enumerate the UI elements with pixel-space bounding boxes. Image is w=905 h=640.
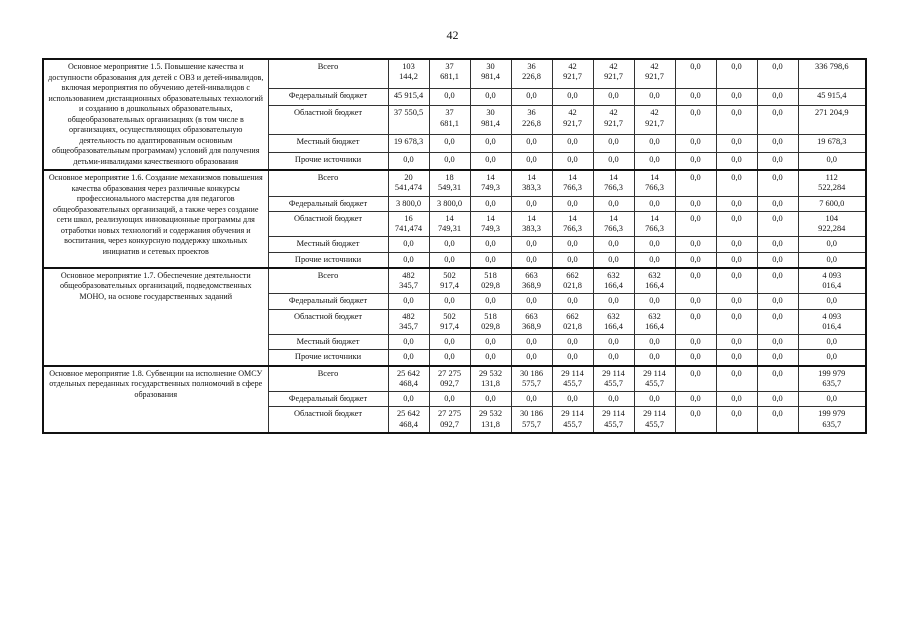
value-cell: 0,0 bbox=[675, 294, 716, 309]
value-cell: 0,0 bbox=[429, 335, 470, 350]
value-cell: 0,0 bbox=[675, 59, 716, 89]
value-cell: 0,0 bbox=[388, 252, 429, 268]
activity-description: Основное мероприятие 1.8. Субвенции на исполнение ОМСУ отдельных переданных государственных полномочий в сфере образования bbox=[43, 366, 268, 433]
value-cell: 518 029,8 bbox=[470, 309, 511, 335]
value-cell: 16 741,474 bbox=[388, 211, 429, 237]
value-cell: 103 144,2 bbox=[388, 59, 429, 89]
value-cell: 0,0 bbox=[429, 350, 470, 366]
value-cell: 0,0 bbox=[634, 196, 675, 211]
value-cell: 14 766,3 bbox=[634, 170, 675, 196]
value-cell: 0,0 bbox=[593, 152, 634, 170]
page-number: 42 bbox=[446, 28, 459, 42]
value-cell: 0,0 bbox=[675, 135, 716, 152]
funding-source: Областной бюджет bbox=[268, 106, 388, 135]
total-cell: 0,0 bbox=[798, 350, 866, 366]
total-cell: 0,0 bbox=[798, 152, 866, 170]
value-cell: 0,0 bbox=[552, 335, 593, 350]
value-cell: 0,0 bbox=[757, 309, 798, 335]
funding-source: Местный бюджет bbox=[268, 335, 388, 350]
value-cell: 0,0 bbox=[511, 89, 552, 106]
value-cell: 0,0 bbox=[634, 335, 675, 350]
value-cell: 30 981,4 bbox=[470, 106, 511, 135]
value-cell: 0,0 bbox=[716, 252, 757, 268]
value-cell: 0,0 bbox=[552, 350, 593, 366]
value-cell: 502 917,4 bbox=[429, 268, 470, 294]
value-cell: 0,0 bbox=[716, 392, 757, 407]
value-cell: 0,0 bbox=[593, 392, 634, 407]
total-cell: 0,0 bbox=[798, 252, 866, 268]
value-cell: 0,0 bbox=[470, 335, 511, 350]
value-cell: 0,0 bbox=[593, 135, 634, 152]
value-cell: 0,0 bbox=[634, 237, 675, 252]
total-cell: 4 093 016,4 bbox=[798, 268, 866, 294]
total-cell: 4 093 016,4 bbox=[798, 309, 866, 335]
value-cell: 0,0 bbox=[388, 294, 429, 309]
value-cell: 0,0 bbox=[675, 268, 716, 294]
funding-source: Всего bbox=[268, 170, 388, 196]
value-cell: 0,0 bbox=[716, 268, 757, 294]
value-cell: 30 981,4 bbox=[470, 59, 511, 89]
funding-source: Федеральный бюджет bbox=[268, 89, 388, 106]
value-cell: 37 681,1 bbox=[429, 59, 470, 89]
value-cell: 482 345,7 bbox=[388, 309, 429, 335]
value-cell: 30 186 575,7 bbox=[511, 366, 552, 392]
activity-group bbox=[43, 59, 866, 170]
value-cell: 662 021,8 bbox=[552, 268, 593, 294]
value-cell: 0,0 bbox=[757, 366, 798, 392]
value-cell: 0,0 bbox=[552, 196, 593, 211]
value-cell: 29 114 455,7 bbox=[634, 407, 675, 433]
value-cell: 0,0 bbox=[716, 135, 757, 152]
value-cell: 0,0 bbox=[675, 309, 716, 335]
value-cell: 0,0 bbox=[757, 59, 798, 89]
funding-source: Федеральный бюджет bbox=[268, 294, 388, 309]
value-cell: 14 749,31 bbox=[429, 211, 470, 237]
funding-source: Всего bbox=[268, 59, 388, 89]
value-cell: 632 166,4 bbox=[634, 268, 675, 294]
total-cell: 19 678,3 bbox=[798, 135, 866, 152]
value-cell: 36 226,8 bbox=[511, 106, 552, 135]
value-cell: 0,0 bbox=[716, 211, 757, 237]
value-cell: 0,0 bbox=[429, 252, 470, 268]
value-cell: 0,0 bbox=[470, 252, 511, 268]
value-cell: 0,0 bbox=[470, 350, 511, 366]
value-cell: 42 921,7 bbox=[634, 59, 675, 89]
value-cell: 18 549,31 bbox=[429, 170, 470, 196]
activity-description: Основное мероприятие 1.5. Повышение качества и доступности образования для детей с ОВЗ и детей-инвалидов, включая мероприятия по обучению детей-инвалидов с использованием дистанционных образовательных технологий и созданию в дошкольных образовательных, общеобразовательных организациях (в том числе в организациях, осуществляющих образовательную деятельность по адаптированным основным общеобразовательным программам) условий для получения детьми-инвалидами качественного образования bbox=[43, 59, 268, 170]
value-cell: 0,0 bbox=[716, 196, 757, 211]
value-cell: 3 800,0 bbox=[429, 196, 470, 211]
funding-source: Всего bbox=[268, 366, 388, 392]
funding-source: Федеральный бюджет bbox=[268, 196, 388, 211]
funding-source: Федеральный бюджет bbox=[268, 392, 388, 407]
value-cell: 0,0 bbox=[716, 366, 757, 392]
value-cell: 0,0 bbox=[511, 237, 552, 252]
value-cell: 0,0 bbox=[429, 294, 470, 309]
value-cell: 0,0 bbox=[634, 294, 675, 309]
value-cell: 0,0 bbox=[511, 392, 552, 407]
total-cell: 7 600,0 bbox=[798, 196, 866, 211]
value-cell: 0,0 bbox=[757, 170, 798, 196]
value-cell: 0,0 bbox=[757, 392, 798, 407]
value-cell: 14 383,3 bbox=[511, 211, 552, 237]
value-cell: 0,0 bbox=[757, 335, 798, 350]
activity-group bbox=[43, 170, 866, 268]
activity-group bbox=[43, 268, 866, 366]
value-cell: 0,0 bbox=[757, 268, 798, 294]
value-cell: 0,0 bbox=[675, 392, 716, 407]
value-cell: 0,0 bbox=[716, 59, 757, 89]
value-cell: 3 800,0 bbox=[388, 196, 429, 211]
funding-source: Областной бюджет bbox=[268, 407, 388, 433]
value-cell: 0,0 bbox=[716, 309, 757, 335]
value-cell: 482 345,7 bbox=[388, 268, 429, 294]
value-cell: 0,0 bbox=[552, 252, 593, 268]
value-cell: 0,0 bbox=[552, 152, 593, 170]
funding-source: Областной бюджет bbox=[268, 309, 388, 335]
total-cell: 0,0 bbox=[798, 294, 866, 309]
value-cell: 14 749,3 bbox=[470, 211, 511, 237]
value-cell: 30 186 575,7 bbox=[511, 407, 552, 433]
value-cell: 0,0 bbox=[634, 392, 675, 407]
value-cell: 0,0 bbox=[675, 152, 716, 170]
value-cell: 14 766,3 bbox=[593, 170, 634, 196]
value-cell: 662 021,8 bbox=[552, 309, 593, 335]
value-cell: 0,0 bbox=[470, 392, 511, 407]
value-cell: 0,0 bbox=[552, 237, 593, 252]
value-cell: 0,0 bbox=[388, 350, 429, 366]
value-cell: 0,0 bbox=[511, 135, 552, 152]
value-cell: 0,0 bbox=[716, 294, 757, 309]
value-cell: 0,0 bbox=[429, 135, 470, 152]
value-cell: 0,0 bbox=[675, 106, 716, 135]
value-cell: 0,0 bbox=[552, 135, 593, 152]
total-cell: 104 922,284 bbox=[798, 211, 866, 237]
value-cell: 0,0 bbox=[511, 252, 552, 268]
funding-source: Всего bbox=[268, 268, 388, 294]
value-cell: 0,0 bbox=[675, 407, 716, 433]
value-cell: 29 114 455,7 bbox=[552, 407, 593, 433]
table-row bbox=[43, 170, 866, 196]
value-cell: 36 226,8 bbox=[511, 59, 552, 89]
value-cell: 14 766,3 bbox=[552, 211, 593, 237]
value-cell: 29 532 131,8 bbox=[470, 407, 511, 433]
funding-source: Областной бюджет bbox=[268, 211, 388, 237]
value-cell: 19 678,3 bbox=[388, 135, 429, 152]
value-cell: 0,0 bbox=[675, 366, 716, 392]
value-cell: 0,0 bbox=[388, 237, 429, 252]
value-cell: 42 921,7 bbox=[634, 106, 675, 135]
value-cell: 0,0 bbox=[593, 196, 634, 211]
value-cell: 0,0 bbox=[511, 350, 552, 366]
activity-description: Основное мероприятие 1.7. Обеспечение деятельности общеобразовательных организаций, подведомственных МОНО, на основе государственных заданий bbox=[43, 268, 268, 366]
value-cell: 0,0 bbox=[675, 211, 716, 237]
value-cell: 29 532 131,8 bbox=[470, 366, 511, 392]
total-cell: 112 522,284 bbox=[798, 170, 866, 196]
value-cell: 0,0 bbox=[511, 152, 552, 170]
value-cell: 14 766,3 bbox=[593, 211, 634, 237]
total-cell: 45 915,4 bbox=[798, 89, 866, 106]
value-cell: 42 921,7 bbox=[593, 59, 634, 89]
value-cell: 663 368,9 bbox=[511, 268, 552, 294]
value-cell: 0,0 bbox=[593, 252, 634, 268]
value-cell: 45 915,4 bbox=[388, 89, 429, 106]
value-cell: 0,0 bbox=[511, 196, 552, 211]
table-row bbox=[43, 59, 866, 89]
table-row bbox=[43, 268, 866, 294]
value-cell: 0,0 bbox=[634, 252, 675, 268]
value-cell: 0,0 bbox=[429, 392, 470, 407]
funding-source: Местный бюджет bbox=[268, 135, 388, 152]
value-cell: 0,0 bbox=[757, 237, 798, 252]
value-cell: 0,0 bbox=[470, 89, 511, 106]
value-cell: 0,0 bbox=[716, 237, 757, 252]
table-row bbox=[43, 366, 866, 392]
value-cell: 0,0 bbox=[511, 335, 552, 350]
value-cell: 0,0 bbox=[552, 392, 593, 407]
value-cell: 29 114 455,7 bbox=[593, 407, 634, 433]
value-cell: 0,0 bbox=[675, 252, 716, 268]
value-cell: 29 114 455,7 bbox=[634, 366, 675, 392]
value-cell: 518 029,8 bbox=[470, 268, 511, 294]
value-cell: 0,0 bbox=[716, 170, 757, 196]
value-cell: 0,0 bbox=[593, 237, 634, 252]
activity-group bbox=[43, 366, 866, 433]
total-cell: 0,0 bbox=[798, 335, 866, 350]
value-cell: 0,0 bbox=[675, 350, 716, 366]
total-cell: 336 798,6 bbox=[798, 59, 866, 89]
value-cell: 0,0 bbox=[716, 335, 757, 350]
value-cell: 0,0 bbox=[634, 152, 675, 170]
value-cell: 0,0 bbox=[716, 89, 757, 106]
total-cell: 0,0 bbox=[798, 392, 866, 407]
value-cell: 42 921,7 bbox=[552, 106, 593, 135]
value-cell: 0,0 bbox=[470, 237, 511, 252]
value-cell: 0,0 bbox=[757, 196, 798, 211]
value-cell: 0,0 bbox=[757, 135, 798, 152]
value-cell: 0,0 bbox=[757, 294, 798, 309]
total-cell: 199 979 635,7 bbox=[798, 407, 866, 433]
value-cell: 0,0 bbox=[675, 335, 716, 350]
value-cell: 632 166,4 bbox=[593, 309, 634, 335]
value-cell: 27 275 092,7 bbox=[429, 366, 470, 392]
value-cell: 14 383,3 bbox=[511, 170, 552, 196]
value-cell: 0,0 bbox=[388, 152, 429, 170]
value-cell: 0,0 bbox=[593, 89, 634, 106]
value-cell: 14 766,3 bbox=[634, 211, 675, 237]
value-cell: 27 275 092,7 bbox=[429, 407, 470, 433]
budget-table bbox=[42, 58, 867, 434]
value-cell: 0,0 bbox=[757, 89, 798, 106]
value-cell: 0,0 bbox=[757, 350, 798, 366]
value-cell: 0,0 bbox=[470, 135, 511, 152]
value-cell: 0,0 bbox=[675, 170, 716, 196]
value-cell: 502 917,4 bbox=[429, 309, 470, 335]
value-cell: 0,0 bbox=[470, 196, 511, 211]
value-cell: 37 681,1 bbox=[429, 106, 470, 135]
value-cell: 632 166,4 bbox=[634, 309, 675, 335]
value-cell: 0,0 bbox=[634, 135, 675, 152]
value-cell: 37 550,5 bbox=[388, 106, 429, 135]
value-cell: 14 766,3 bbox=[552, 170, 593, 196]
value-cell: 0,0 bbox=[552, 294, 593, 309]
value-cell: 0,0 bbox=[429, 152, 470, 170]
value-cell: 0,0 bbox=[716, 407, 757, 433]
value-cell: 0,0 bbox=[757, 252, 798, 268]
value-cell: 25 642 468,4 bbox=[388, 366, 429, 392]
value-cell: 0,0 bbox=[388, 392, 429, 407]
total-cell: 0,0 bbox=[798, 237, 866, 252]
value-cell: 0,0 bbox=[429, 237, 470, 252]
value-cell: 0,0 bbox=[675, 196, 716, 211]
value-cell: 0,0 bbox=[716, 106, 757, 135]
total-cell: 271 204,9 bbox=[798, 106, 866, 135]
value-cell: 0,0 bbox=[388, 335, 429, 350]
value-cell: 0,0 bbox=[675, 89, 716, 106]
value-cell: 20 541,474 bbox=[388, 170, 429, 196]
value-cell: 0,0 bbox=[429, 89, 470, 106]
activity-description: Основное мероприятие 1.6. Создание механизмов повышения качества образования через различные конкурсы профессионального мастерства для педагогов общеобразовательных организаций, а также через создание сети школ, реализующих инновационные программы для отработки новых технологий и содержания обучения и воспитания, через конкурсную поддержку школьных инициатив и сетевых проектов bbox=[43, 170, 268, 268]
value-cell: 0,0 bbox=[757, 152, 798, 170]
value-cell: 0,0 bbox=[593, 294, 634, 309]
value-cell: 29 114 455,7 bbox=[552, 366, 593, 392]
value-cell: 0,0 bbox=[757, 407, 798, 433]
value-cell: 42 921,7 bbox=[552, 59, 593, 89]
value-cell: 0,0 bbox=[675, 237, 716, 252]
funding-source: Прочие источники bbox=[268, 350, 388, 366]
value-cell: 663 368,9 bbox=[511, 309, 552, 335]
value-cell: 0,0 bbox=[716, 350, 757, 366]
funding-source: Прочие источники bbox=[268, 252, 388, 268]
value-cell: 0,0 bbox=[757, 106, 798, 135]
value-cell: 0,0 bbox=[470, 294, 511, 309]
value-cell: 42 921,7 bbox=[593, 106, 634, 135]
value-cell: 0,0 bbox=[552, 89, 593, 106]
value-cell: 25 642 468,4 bbox=[388, 407, 429, 433]
value-cell: 0,0 bbox=[593, 350, 634, 366]
funding-source: Местный бюджет bbox=[268, 237, 388, 252]
value-cell: 0,0 bbox=[634, 350, 675, 366]
value-cell: 0,0 bbox=[757, 211, 798, 237]
value-cell: 0,0 bbox=[470, 152, 511, 170]
value-cell: 0,0 bbox=[634, 89, 675, 106]
funding-source: Прочие источники bbox=[268, 152, 388, 170]
value-cell: 632 166,4 bbox=[593, 268, 634, 294]
value-cell: 29 114 455,7 bbox=[593, 366, 634, 392]
value-cell: 0,0 bbox=[716, 152, 757, 170]
value-cell: 14 749,3 bbox=[470, 170, 511, 196]
total-cell: 199 979 635,7 bbox=[798, 366, 866, 392]
value-cell: 0,0 bbox=[511, 294, 552, 309]
value-cell: 0,0 bbox=[593, 335, 634, 350]
